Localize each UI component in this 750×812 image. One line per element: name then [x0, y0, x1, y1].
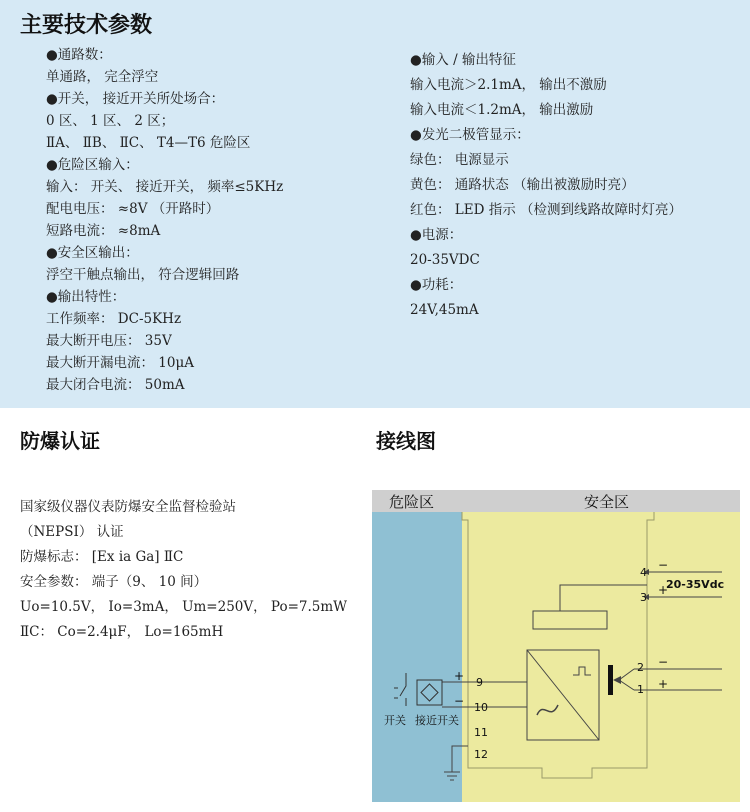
- spec-line: 绿色： 电源显示: [410, 152, 509, 168]
- spec-line: 最大断开电压： 35V: [46, 333, 172, 349]
- spec-line: ●安全区输出：: [46, 245, 139, 261]
- cert-line: 安全参数： 端子（9、 10 间）: [20, 574, 208, 590]
- spec-line: ⅡA、 ⅡB、 ⅡC、 T4—T6 危险区: [46, 135, 251, 151]
- proximity-label: 接近开关: [415, 714, 459, 727]
- wiring-diagram: [372, 490, 742, 802]
- spec-line: ●开关， 接近开关所处场合：: [46, 91, 225, 107]
- spec-line: ●功耗：: [410, 277, 463, 293]
- hazard-zone-label: 危险区: [389, 493, 435, 511]
- input-plus: +: [454, 669, 465, 683]
- terminal-11: 11: [474, 726, 488, 739]
- cert-title: 防爆认证: [20, 429, 100, 453]
- spec-line: 输入电流＜1.2mA， 输出激励: [410, 102, 594, 118]
- main-title: 主要技术参数: [20, 13, 153, 38]
- switch-label: 开关: [384, 714, 406, 727]
- cert-line: 防爆标志： [Ex ia Ga] ⅡC: [20, 549, 184, 565]
- spec-line: 浮空干触点输出， 符合逻辑回路: [46, 267, 240, 283]
- spec-line: 0 区、 1 区、 2 区；: [46, 113, 175, 129]
- spec-line: ●危险区输入：: [46, 157, 139, 173]
- spec-line: 最大闭合电流： 50mA: [46, 377, 185, 393]
- terminal-12: 12: [474, 748, 488, 761]
- spec-line: ●输入 / 输出特征: [410, 52, 516, 68]
- relay-bar: [608, 665, 613, 695]
- terminal-1: 1: [637, 683, 644, 696]
- output-minus: −: [658, 655, 669, 669]
- terminal-2: 2: [637, 661, 644, 674]
- spec-line: 输入电流＞2.1mA， 输出不激励: [410, 77, 607, 93]
- spec-line: 短路电流： ≈8mA: [46, 223, 161, 239]
- power-module-box: [533, 611, 607, 629]
- spec-line: 红色： LED 指示 （检测到线路故障时灯亮）: [410, 202, 683, 218]
- input-minus: −: [454, 694, 465, 708]
- cert-line: 国家级仪器仪表防爆安全监督检验站: [20, 499, 236, 515]
- power-label: 20-35Vdc: [666, 578, 725, 591]
- spec-line: 24V,45mA: [410, 302, 479, 318]
- power-minus: −: [658, 558, 669, 572]
- cert-line: （NEPSI） 认证: [20, 524, 124, 540]
- spec-line: 最大断开漏电流： 10μA: [46, 355, 194, 371]
- safe-zone-area: [462, 512, 740, 802]
- safe-zone-label: 安全区: [584, 493, 630, 511]
- spec-line: ●电源：: [410, 227, 463, 243]
- spec-line: 单通路， 完全浮空: [46, 69, 159, 85]
- cert-line: ⅡC： Co=2.4μF， Lo=165mH: [20, 624, 224, 640]
- terminal-4: 4: [640, 566, 647, 579]
- spec-line: ●输出特性：: [46, 289, 126, 305]
- spec-line: ●发光二极管显示：: [410, 127, 530, 143]
- power-plus: +: [658, 583, 669, 597]
- spec-line: 20-35VDC: [410, 252, 480, 268]
- spec-line: 黄色： 通路状态 （输出被激励时亮）: [410, 177, 635, 193]
- cert-line: Uo=10.5V， Io=3mA， Um=250V， Po=7.5mW: [20, 599, 348, 615]
- terminal-3: 3: [640, 591, 647, 604]
- spec-line: 工作频率： DC-5KHz: [46, 311, 182, 327]
- spec-line: 输入： 开关、 接近开关， 频率≤5KHz: [46, 179, 284, 195]
- spec-line: ●通路数：: [46, 47, 112, 63]
- left-spec-list: [46, 44, 283, 396]
- hazard-zone-area: [372, 512, 465, 802]
- cert-list: [20, 495, 347, 645]
- terminal-10: 10: [474, 701, 488, 714]
- wiring-title: 接线图: [376, 429, 436, 453]
- terminal-9: 9: [476, 676, 483, 689]
- output-plus: +: [658, 677, 669, 691]
- spec-line: 配电电压： ≈8V （开路时）: [46, 201, 220, 217]
- right-spec-list: [410, 48, 682, 323]
